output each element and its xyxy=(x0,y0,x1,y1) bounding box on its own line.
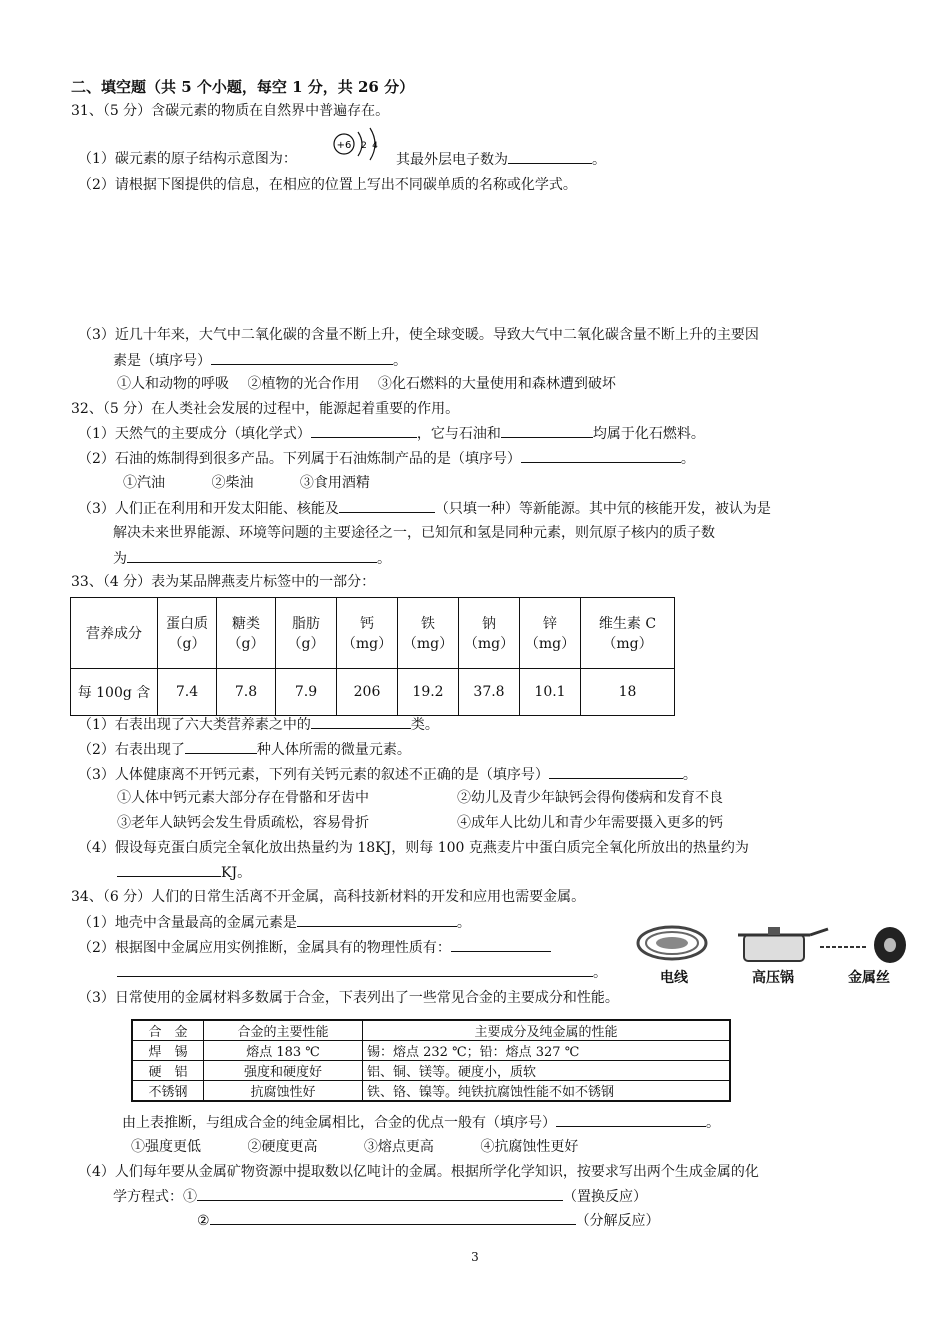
table-row xyxy=(71,669,675,716)
metal-application-illustrations xyxy=(632,921,912,967)
table-row xyxy=(132,1041,730,1061)
table-cell: 7.9 xyxy=(276,669,337,716)
carbon-atom-structure-diagram xyxy=(330,126,390,162)
table-cell: 19.2 xyxy=(398,669,459,716)
q33-part4-end: KJ。 xyxy=(221,865,252,881)
table-row-head: 营养成分 xyxy=(71,598,158,669)
q31-part1-text: （1）碳元素的原子结构示意图为： xyxy=(78,151,297,167)
table-cell: 不锈钢 xyxy=(132,1081,204,1102)
q32-part3b-text: （只填一种）等新能源。其中氘的核能开发，被认为是 xyxy=(434,501,771,517)
answer-blank[interactable] xyxy=(117,962,593,977)
table-header-cell: 钠 （mg） xyxy=(459,598,520,669)
answer-blank[interactable] xyxy=(339,498,435,513)
q31-part1 xyxy=(78,149,297,169)
q33-part1-end: 类。 xyxy=(410,717,439,733)
table-row xyxy=(132,1061,730,1081)
answer-blank[interactable] xyxy=(117,862,221,877)
q34-part3: （3）日常使用的金属材料多数属于合金，下表列出了一些常见合金的主要成分和性能。 xyxy=(78,990,619,1006)
q34-intro: 34、（6 分）人们的日常生活离不开金属，高科技新材料的开发和应用也需要金属。 xyxy=(71,889,586,905)
q33-part4b xyxy=(117,862,251,883)
table-header-cell: 钙 （mg） xyxy=(337,598,398,669)
alloy-table xyxy=(131,1019,731,1102)
q32-part1 xyxy=(78,423,705,444)
wire-label: 电线 xyxy=(660,970,688,986)
q31-intro: 31、（5 分）含碳元素的物质在自然界中普遍存在。 xyxy=(71,103,390,119)
q33-intro: 33、（4 分）表为某品牌燕麦片标签中的一部分： xyxy=(71,574,376,590)
q32-part1b-text: ，它与石油和 xyxy=(416,426,501,442)
answer-blank[interactable] xyxy=(549,764,683,779)
table-cell: 锡：熔点 232 ℃；铅：熔点 327 ℃ xyxy=(363,1041,731,1061)
q32-part1-text: （1）天然气的主要成分（填化学式） xyxy=(78,426,311,442)
metal-filament-icon xyxy=(820,927,906,963)
q31-part3-end: 。 xyxy=(393,353,407,369)
answer-blank[interactable] xyxy=(297,912,457,927)
q32-part2-text: （2）石油的炼制得到很多产品。下列属于石油炼制产品的是（填序号） xyxy=(78,451,521,467)
answer-blank[interactable] xyxy=(451,937,551,952)
q33-option-2: ②幼儿及青少年缺钙会得佝偻病和发育不良 xyxy=(457,790,723,806)
table-header-cell: 合金的主要性能 xyxy=(204,1020,363,1041)
q32-part3d-text: 为 xyxy=(113,551,127,567)
cooker-label: 高压锅 xyxy=(752,970,794,986)
q34-part4c-text: ② xyxy=(197,1213,210,1229)
q34-part3-question-text: 由上表推断，与组成合金的纯金属相比，合金的优点一般有（填序号） xyxy=(122,1115,556,1131)
section-title: 二、填空题（共 5 个小题，每空 1 分，共 26 分） xyxy=(71,78,415,96)
table-header-cell: 维生素 C （mg） xyxy=(581,598,675,669)
table-cell: 铝、铜、镁等。硬度小，质软 xyxy=(363,1061,731,1081)
q34-part2-text: （2）根据图中金属应用实例推断，金属具有的物理性质有： xyxy=(78,940,451,956)
q34-part4b xyxy=(113,1186,647,1207)
table-cell: 焊 锡 xyxy=(132,1041,204,1061)
q33-part2-text: （2）右表出现了 xyxy=(78,742,185,758)
table-header-cell: 蛋白质 （g） xyxy=(158,598,217,669)
q32-part3a xyxy=(78,498,771,519)
q32-part3d xyxy=(113,548,391,569)
answer-blank[interactable] xyxy=(501,423,593,438)
q34-options: ①强度更低 ②硬度更高 ③熔点更高 ④抗腐蚀性更好 xyxy=(131,1139,579,1155)
table-header-cell: 脂肪 （g） xyxy=(276,598,337,669)
q32-part2 xyxy=(78,448,695,469)
q34-part4b-end: （置换反应） xyxy=(563,1189,647,1205)
table-header-cell: 糖类 （g） xyxy=(217,598,276,669)
answer-blank[interactable] xyxy=(211,350,393,365)
table-cell: 7.4 xyxy=(158,669,217,716)
q32-part3c: 解决未来世界能源、环境等问题的主要途径之一，已知氘和氢是同种元素，则氘原子核内的质子数 xyxy=(113,525,715,541)
q32-intro: 32、（5 分）在人类社会发展的过程中，能源起着重要的作用。 xyxy=(71,401,460,417)
atom-shell-1: 2 xyxy=(361,141,367,151)
q34-part4c-end: （分解反应） xyxy=(575,1213,660,1229)
q33-option-3: ③老年人缺钙会发生骨质疏松，容易骨折 xyxy=(117,815,369,831)
atom-nucleus: +6 xyxy=(336,140,352,151)
q31-part1b xyxy=(396,149,606,170)
answer-blank[interactable] xyxy=(556,1112,706,1127)
table-row xyxy=(132,1020,730,1041)
q34-part1-text: （1）地壳中含量最高的金属元素是 xyxy=(78,915,297,931)
q31-part3b xyxy=(113,350,407,371)
q33-part2 xyxy=(78,739,411,760)
table-row xyxy=(132,1081,730,1102)
table-header-cell: 铁 （mg） xyxy=(398,598,459,669)
q32-options: ①汽油 ②柴油 ③食用酒精 xyxy=(123,475,370,491)
page-number: 3 xyxy=(471,1250,479,1264)
answer-blank[interactable] xyxy=(185,739,257,754)
q34-part4a: （4）人们每年要从金属矿物资源中提取数以亿吨计的金属。根据所学化学知识，按要求写出两个生成金属的化 xyxy=(78,1164,759,1180)
table-row xyxy=(71,598,675,669)
q34-part1-end: 。 xyxy=(456,915,471,931)
table-cell: 37.8 xyxy=(459,669,520,716)
q31-part3a: （3）近几十年来，大气中二氧化碳的含量不断上升，使全球变暖。导致大气中二氧化碳含量不断上升的主要因 xyxy=(78,327,759,343)
q33-part3-end: 。 xyxy=(682,767,697,783)
table-row-value-head: 每 100g 含 xyxy=(71,669,158,716)
table-header-cell: 合 金 xyxy=(132,1020,204,1041)
answer-blank[interactable] xyxy=(197,1186,563,1201)
table-cell: 抗腐蚀性好 xyxy=(204,1081,363,1102)
q34-part3-question xyxy=(122,1112,720,1133)
atom-shell-2: 4 xyxy=(372,141,378,151)
answer-blank[interactable] xyxy=(508,149,592,164)
table-cell: 7.8 xyxy=(217,669,276,716)
q33-part2-end: 种人体所需的微量元素。 xyxy=(256,742,411,758)
q32-part1c-text: 均属于化石燃料。 xyxy=(592,426,705,442)
answer-blank[interactable] xyxy=(127,548,377,563)
q32-part3-end: 。 xyxy=(377,551,391,567)
q32-part3a-text: （3）人们正在利用和开发太阳能、核能及 xyxy=(78,501,339,517)
q34-part2b xyxy=(117,962,607,983)
answer-blank[interactable] xyxy=(521,448,681,463)
q34-part1 xyxy=(78,912,471,933)
q34-part2-end: 。 xyxy=(593,965,607,981)
table-header-cell: 锌 （mg） xyxy=(520,598,581,669)
q33-part4a: （4）假设每克蛋白质完全氧化放出热量约为 18KJ，则每 100 克燕麦片中蛋白质完全氧化所放出的热量约为 xyxy=(78,840,749,856)
q33-option-1: ①人体中钙元素大部分存在骨骼和牙齿中 xyxy=(117,790,369,806)
q33-part1-text: （1）右表出现了六大类营养素之中的 xyxy=(78,717,311,733)
q33-part3-text: （3）人体健康离不开钙元素，下列有关钙元素的叙述不正确的是（填序号） xyxy=(78,767,549,783)
q33-option-4: ④成年人比幼儿和青少年需要摄入更多的钙 xyxy=(457,815,723,831)
q32-part2-end: 。 xyxy=(680,451,695,467)
q34-part4b-text: 学方程式：① xyxy=(113,1189,197,1205)
table-cell: 熔点 183 ℃ xyxy=(204,1041,363,1061)
metal-wire-label: 金属丝 xyxy=(848,970,890,986)
q31-part3b-text: 素是（填序号） xyxy=(113,353,211,369)
q31-part1-end: 。 xyxy=(592,152,606,168)
answer-blank[interactable] xyxy=(210,1210,576,1225)
q33-part1 xyxy=(78,714,439,735)
table-cell: 强度和硬度好 xyxy=(204,1061,363,1081)
nutrition-table xyxy=(70,597,675,716)
table-cell: 硬 铝 xyxy=(132,1061,204,1081)
q31-options: ①人和动物的呼吸 ②植物的光合作用 ③化石燃料的大量使用和森林遭到破坏 xyxy=(117,376,616,392)
q34-part3-end: 。 xyxy=(706,1115,720,1131)
q34-part4c xyxy=(197,1210,660,1231)
table-cell: 206 xyxy=(337,669,398,716)
answer-blank[interactable] xyxy=(311,423,417,438)
pressure-cooker-icon xyxy=(738,927,828,961)
answer-blank[interactable] xyxy=(311,714,411,729)
table-cell: 18 xyxy=(581,669,675,716)
q33-part3 xyxy=(78,764,697,785)
table-cell: 10.1 xyxy=(520,669,581,716)
table-cell: 铁、铬、镍等。纯铁抗腐蚀性能不如不锈钢 xyxy=(363,1081,731,1102)
electric-wire-icon xyxy=(638,927,706,959)
metal-application-pictures xyxy=(632,921,912,987)
table-header-cell: 主要成分及纯金属的性能 xyxy=(363,1020,731,1041)
q31-part2: （2）请根据下图提供的信息，在相应的位置上写出不同碳单质的名称或化学式。 xyxy=(78,177,577,193)
q31-part1b-text: 其最外层电子数为 xyxy=(396,152,508,168)
q34-part2 xyxy=(78,937,551,958)
